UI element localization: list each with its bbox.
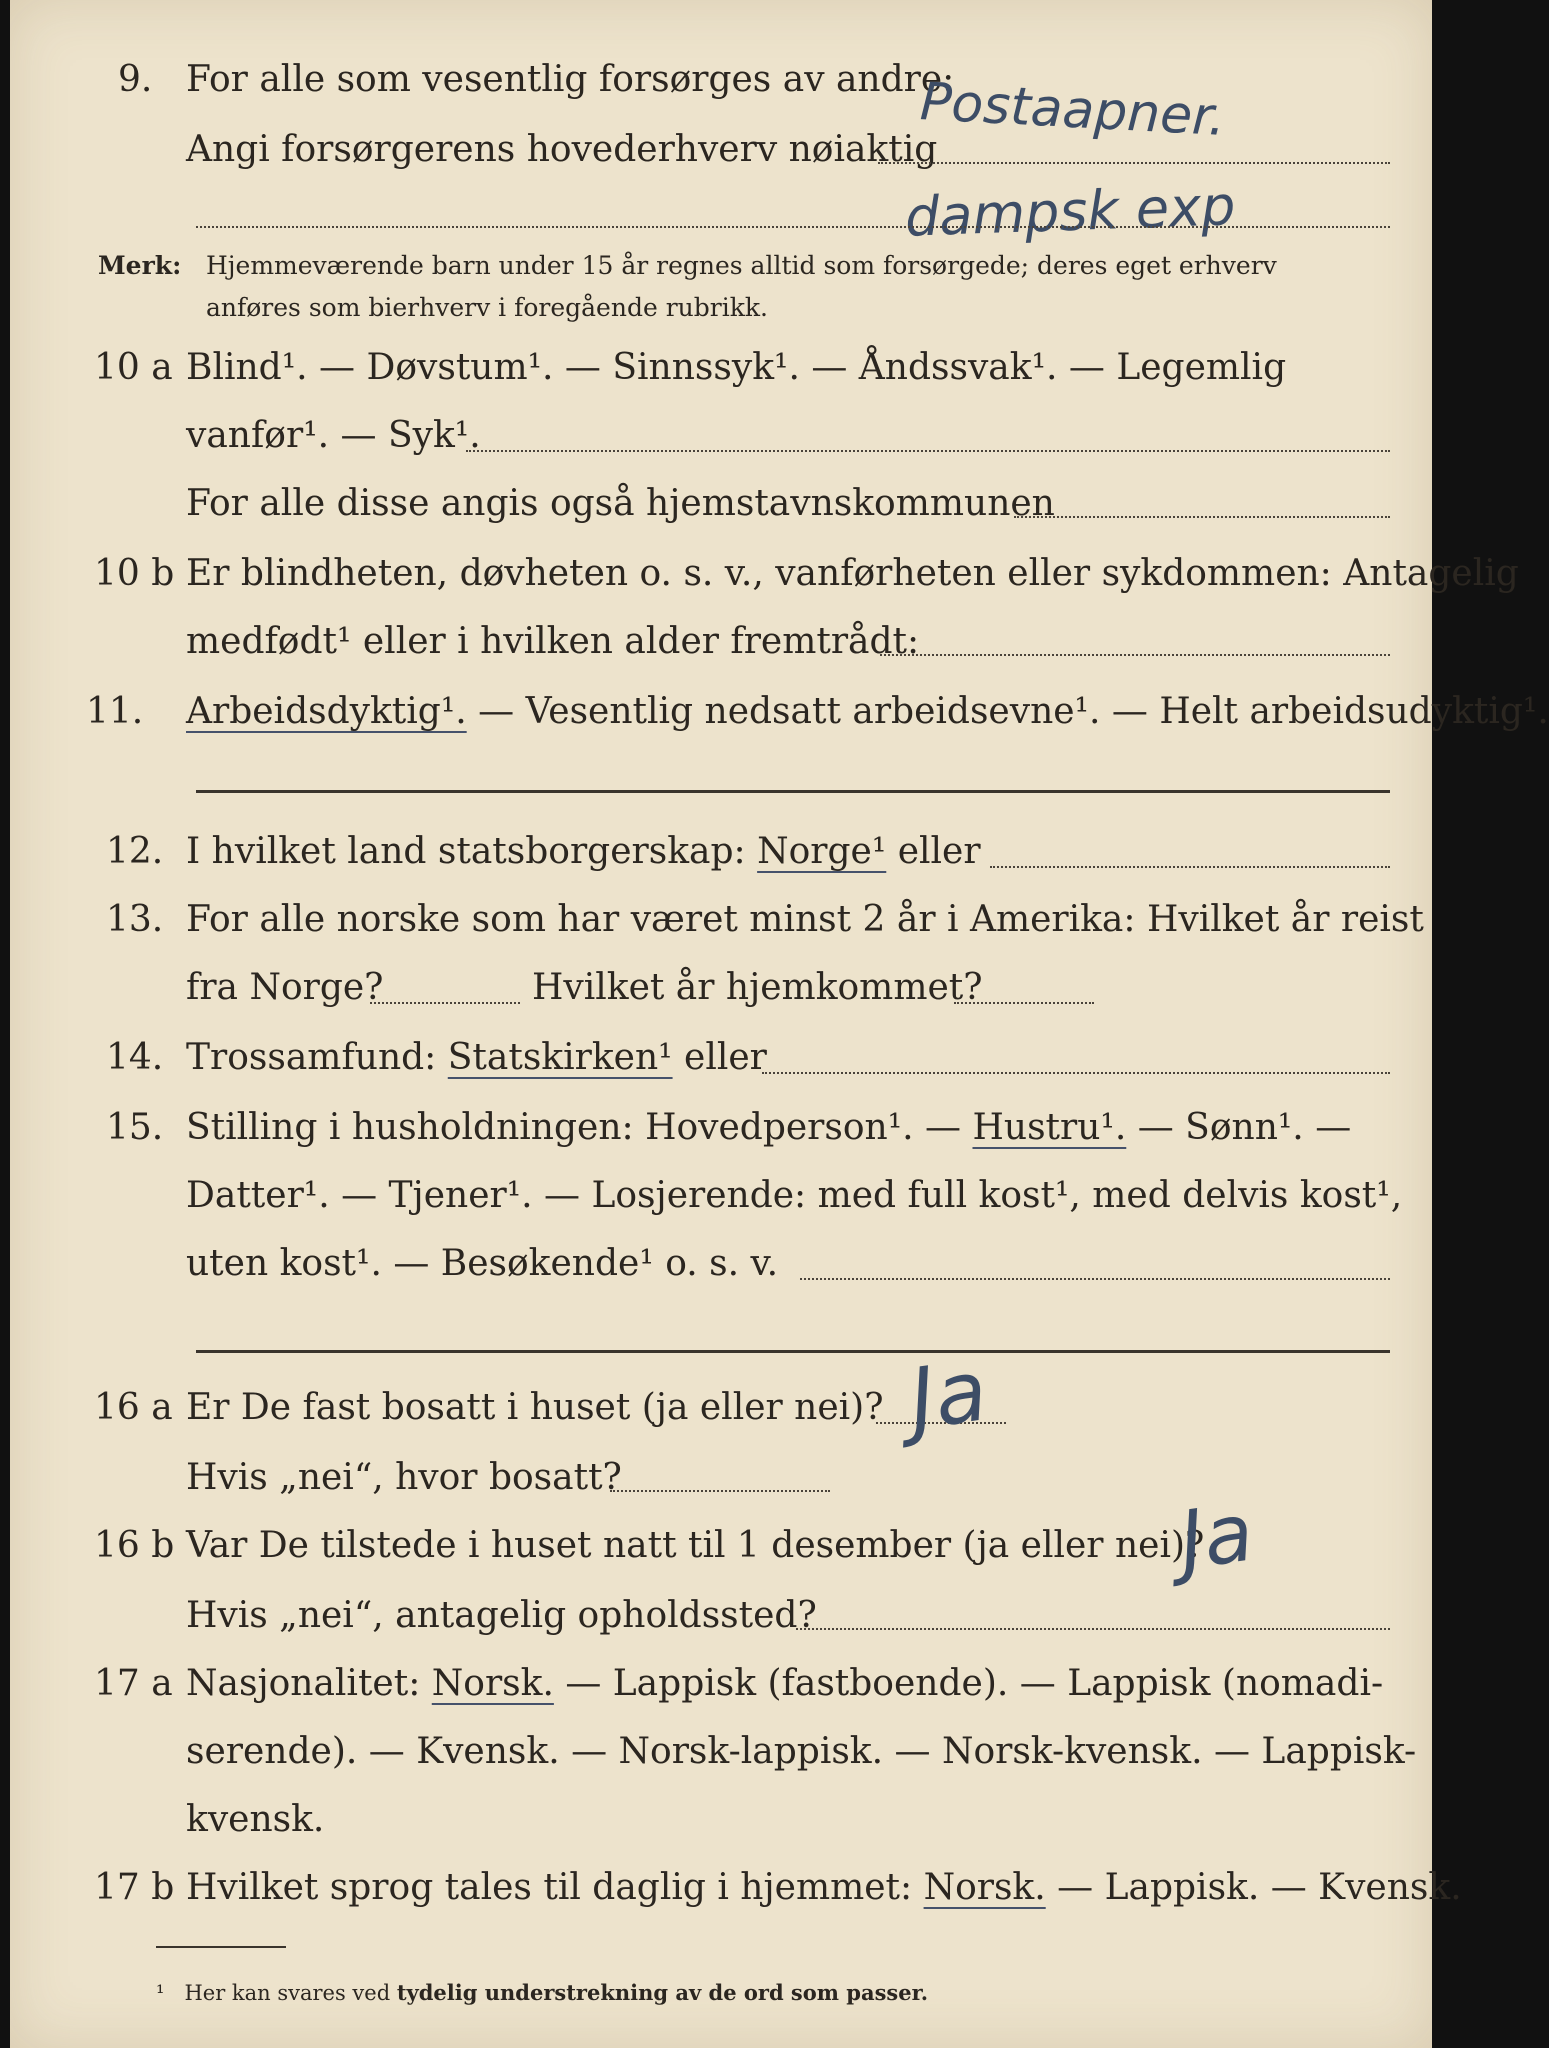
q10b-line1: Er blindheten, døvheten o. s. v., vanførheten eller sykdommen: Antagelig xyxy=(186,553,1519,594)
q17b-other-options: — Lappisk. — Kvensk. xyxy=(1045,1867,1462,1908)
q17a-selected-option: Norsk. xyxy=(431,1663,554,1704)
q9-line2: Angi forsørgerens hovederhverv nøiaktig xyxy=(186,129,938,170)
q17b-question: Hvilket sprog tales til daglig i hjemmet: xyxy=(186,1867,924,1908)
q16b-line2: Hvis „nei“, antagelig opholdssted? xyxy=(186,1595,817,1636)
q10a-number: 10 a xyxy=(94,347,173,388)
q17b-number: 17 b xyxy=(94,1867,175,1908)
q16a-residence-line xyxy=(610,1490,830,1492)
q9-number: 9. xyxy=(118,59,153,100)
q17b-selected-option: Norsk. xyxy=(923,1867,1046,1908)
q11-selected-option: Arbeidsdyktig¹. xyxy=(186,691,467,732)
q15-line2: Datter¹. — Tjener¹. — Losjerende: med full kost¹, med delvis kost¹, xyxy=(186,1175,1403,1216)
footnote-text-start: Her kan svares ved xyxy=(184,1981,397,2005)
merk-label: Merk: xyxy=(98,251,182,280)
q13-number: 13. xyxy=(106,899,164,940)
q13-line2a: fra Norge? xyxy=(186,967,384,1008)
q11-line xyxy=(186,690,1549,734)
q16b-answer-line xyxy=(796,1628,1390,1630)
q16a-line2: Hvis „nei“, hvor bosatt? xyxy=(186,1457,622,1498)
q9-handwritten-employer: dampsk exp xyxy=(904,174,1237,249)
merk-line1: Hjemmeværende barn under 15 år regnes alltid som forsørgede; deres eget erhverv xyxy=(206,251,1277,280)
q17a-number: 17 a xyxy=(94,1663,173,1704)
q10a-answer-line xyxy=(466,450,1390,452)
merk-line2: anføres som bierhverv i foregående rubrikk. xyxy=(206,293,768,322)
q9-line1: For alle som vesentlig forsørges av andre: xyxy=(186,59,955,100)
q15-number: 15. xyxy=(106,1107,164,1148)
q9-handwritten-occupation: Postaapner. xyxy=(918,72,1227,148)
q15-selected-option: Hustru¹. xyxy=(972,1107,1127,1148)
q16b-number: 16 b xyxy=(94,1525,175,1566)
q15-line1-start: Stilling i husholdningen: Hovedperson¹. — xyxy=(186,1107,973,1148)
q12-number: 12. xyxy=(106,831,164,872)
q12-or: eller xyxy=(886,831,981,872)
q16a-number: 16 a xyxy=(94,1387,173,1428)
q16a-line1: Er De fast bosatt i huset (ja eller nei)? xyxy=(186,1387,884,1428)
q16b-line1: Var De tilstede i huset natt til 1 desember (ja eller nei)? xyxy=(186,1525,1205,1566)
q14-number: 14. xyxy=(106,1037,164,1078)
q16a-handwritten-answer: Ja xyxy=(903,1341,993,1449)
q12-answer-line xyxy=(990,866,1390,868)
q11-number: 11. xyxy=(86,691,144,732)
footnote-rule xyxy=(156,1946,286,1948)
q10b-line2: medfødt¹ eller i hvilken alder fremtrådt: xyxy=(186,621,920,662)
q10b-answer-line xyxy=(880,654,1390,656)
q14-answer-line xyxy=(762,1072,1390,1074)
q15-line3: uten kost¹. — Besøkende¹ o. s. v. xyxy=(186,1243,779,1284)
q14-or: eller xyxy=(672,1037,767,1078)
q15-separator xyxy=(196,1350,1390,1353)
q10b-number: 10 b xyxy=(94,553,175,594)
q17a-other-options: — Lappisk (fastboende). — Lappisk (nomadi- xyxy=(553,1663,1384,1704)
q15-line1 xyxy=(186,1106,1351,1150)
footnote-mark: ¹ xyxy=(156,1981,165,2005)
q13-year-returned-line xyxy=(954,1002,1094,1004)
q14-selected-option: Statskirken¹ xyxy=(447,1037,673,1078)
q10a-line3: For alle disse angis også hjemstavnskommunen xyxy=(186,483,1055,524)
q14-line xyxy=(186,1036,767,1080)
q12-selected-option: Norge¹ xyxy=(757,831,887,872)
q9-answer-line xyxy=(878,162,1390,164)
q11-separator xyxy=(196,790,1390,793)
footnote-text-bold: tydelig understrekning av de ord som passer. xyxy=(396,1980,929,2005)
footnote xyxy=(156,1980,928,2005)
q15-answer-line xyxy=(800,1278,1390,1280)
q13-line2b: Hvilket år hjemkommet? xyxy=(532,967,983,1008)
q12-question: I hvilket land statsborgerskap: xyxy=(186,831,758,872)
q9-second-answer-line xyxy=(196,226,1390,228)
q10a-hometown-line xyxy=(1014,516,1390,518)
q16b-handwritten-answer: Ja xyxy=(1173,1485,1259,1588)
q13-line1: For alle norske som har været minst 2 år i Amerika: Hvilket år reist xyxy=(186,899,1424,940)
q17b-line xyxy=(186,1866,1462,1910)
q12-line xyxy=(186,830,981,874)
q10a-line1: Blind¹. — Døvstum¹. — Sinnssyk¹. — Åndssvak¹. — Legemlig xyxy=(186,347,1287,388)
q17a-question: Nasjonalitet: xyxy=(186,1663,432,1704)
q14-question: Trossamfund: xyxy=(186,1037,448,1078)
q11-other-options: — Vesentlig nedsatt arbeidsevne¹. — Helt arbeidsudyktig¹. xyxy=(466,691,1549,732)
census-form-page xyxy=(10,0,1549,2048)
q17a-line2: serende). — Kvensk. — Norsk-lappisk. — Norsk-kvensk. — Lappisk- xyxy=(186,1731,1417,1772)
q10a-line2: vanfør¹. — Syk¹. xyxy=(186,415,481,456)
q13-year-left-line xyxy=(370,1002,520,1004)
q17a-line1 xyxy=(186,1662,1383,1706)
q17a-line3: kvensk. xyxy=(186,1799,325,1840)
q15-line1-end: — Sønn¹. — xyxy=(1126,1107,1352,1148)
